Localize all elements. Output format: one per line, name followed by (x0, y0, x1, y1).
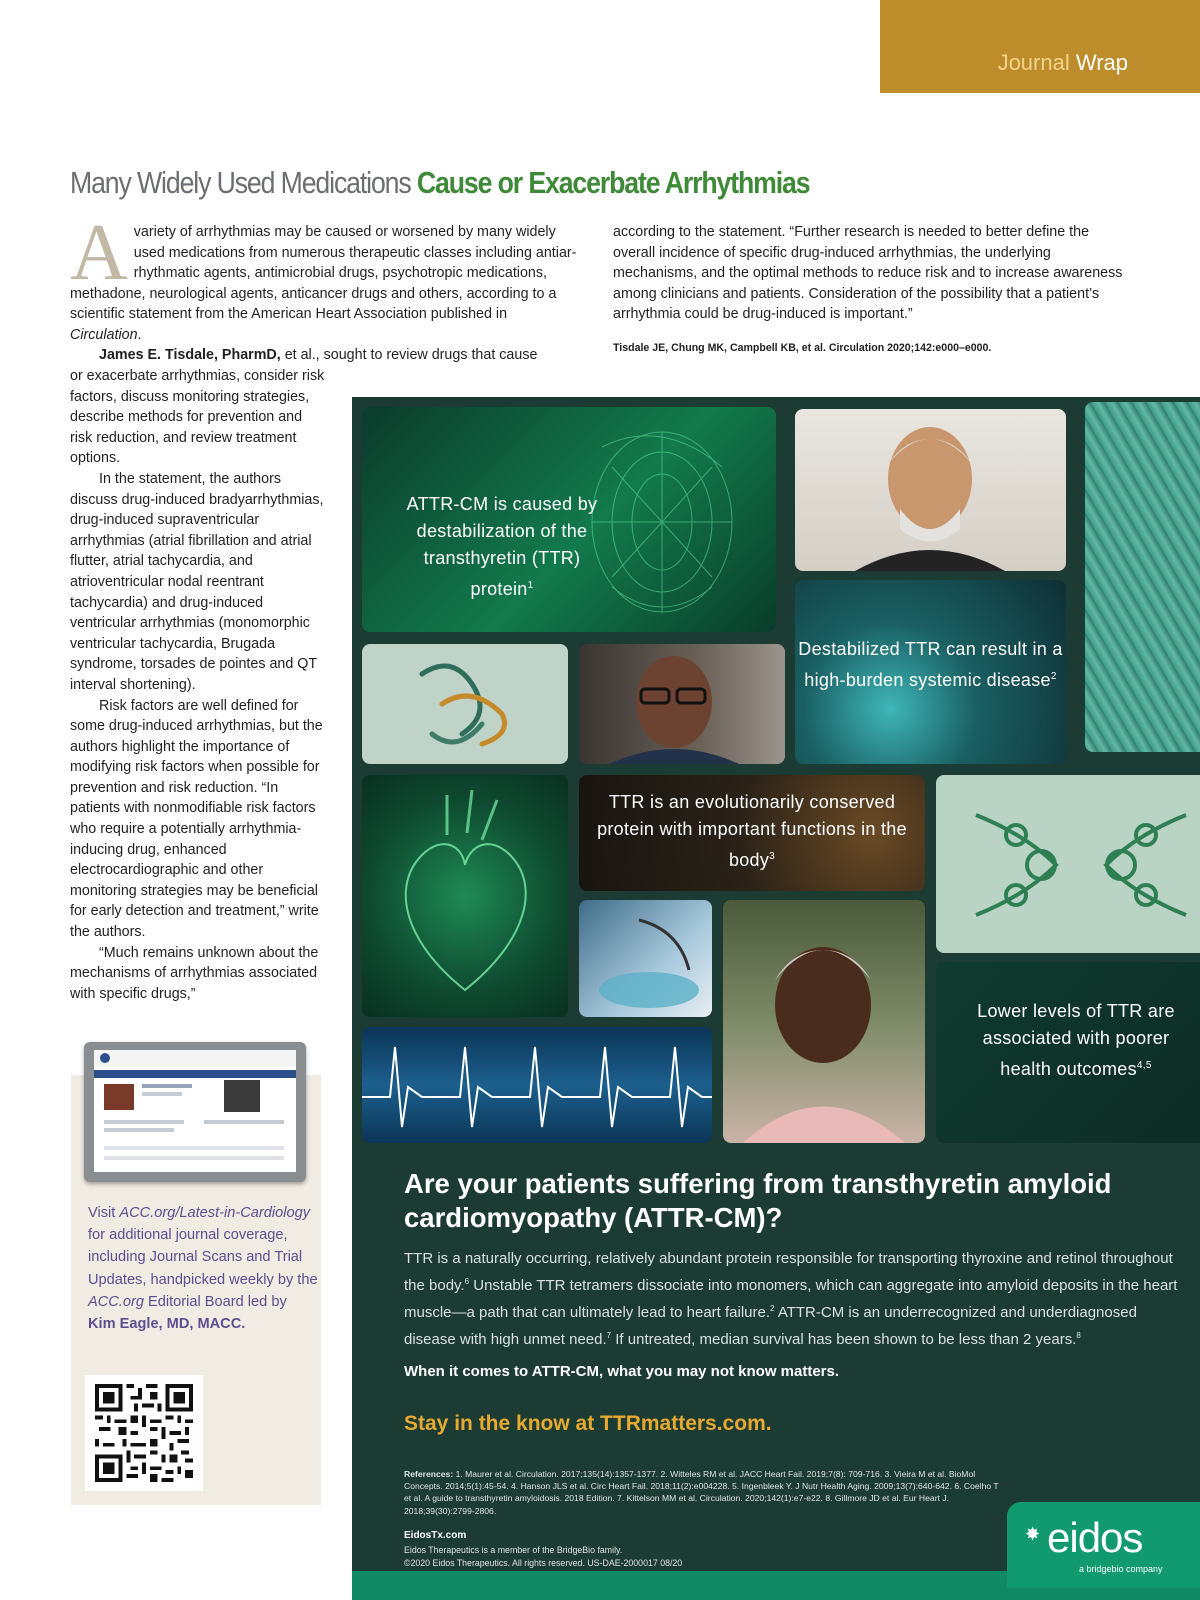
qr-code-icon (94, 1384, 194, 1482)
article-paragraph-2-first-line: James E. Tisdale, PharmD, et al., sought to review drugs that cause (99, 347, 538, 363)
ecg-waveform-icon (362, 1027, 712, 1143)
ecg-trace-image (362, 1027, 712, 1143)
sidebar-text: Visit ACC.org/Latest-in-Cardiology for additional journal coverage, including Journal Scans and Trial Updates, handpicked weekly by the ACC.org Editorial Board led by Kim Eagle, MD, MACC. (88, 1205, 318, 1333)
section-header-tab (880, 0, 1200, 93)
patient-photo-woman (723, 900, 925, 1143)
tile-4-text: Lower levels of TTR are associated with poorer health outcomes$^{4,5}$ (977, 1001, 1175, 1079)
tile-3-text: TTR is an evolutionarily conserved protein with important functions in the body$^3$ (597, 792, 907, 870)
heart-wireframe-tile (362, 407, 776, 632)
ad-question-headline: Are your patients suffering from transthyretin amyloid cardiomyopathy (ATTR-CM)? (404, 1168, 1112, 1233)
ad-cta-link[interactable]: Stay in the know at TTRmatters.com. (404, 1412, 772, 1435)
acc-link[interactable]: ACC.org/Latest-in-Cardiology (119, 1205, 310, 1221)
ad-body-text: TTR is a naturally occurring, relatively abundant protein responsible for transporting thyroxine and retinol throughout the body.$^6$ Unstable TTR tetramers dissociate into monomers, which can aggregate into amyloid deposits in the heart muscle—a path that can ultimately lead to heart failure.$^2$ ATTR-CM is an underrecognized and underdiagnosed disease with high unmet need.$^7$ If untreated, median survival has been shown to be less than 2 years.$^8$ (404, 1250, 1178, 1348)
article-intro-paragraph: Avariety of arrhythmias may be caused or worsened by many widely used medications from numerous therapeutic classes including antiarrhythmatic agents, antimicrobial drugs, psychotropic medications, methadone, neurological agents, anticancer drugs and others, according to a scientific statement from the American Heart Association published in Circulation. (70, 209, 577, 343)
laptop-screenshot-image (84, 1042, 306, 1182)
heart-icon (362, 775, 568, 1017)
ad-website[interactable]: EidosTx.com (404, 1530, 467, 1541)
site-nav-bar (94, 1070, 296, 1078)
ad-references: References: 1. Maurer et al. Circulation. 2017;135(14):1357-1377. 2. Witteles RM et al. JACC Heart Fail. 2019;7(8): 709-716. 3. Vieira M et al. BioMol Concepts. 2014;5(1):45-54. 4. Hanson JLS et al. Circ Heart Fail. 2018;11(2):e004228. 5. Ingenbleek Y. J Nutr Health Aging. 2009;13(7):640-642. 6. Coelho T et al. A guide to transthyretin amyloidosis. 2018 Edition. 7. Kittelson MM et al. Circulation. 2020;142(1):e7-e22. 8. Gillmore JD et al. Eur Heart J. 2018;39(30):2799-2806. (404, 1469, 999, 1516)
ad-tagline: When it comes to ATTR-CM, what you may not know matters. (404, 1363, 840, 1380)
tile-2-text: Destabilized TTR can result in a high-burden systemic disease$^2$ (798, 639, 1063, 690)
green-heart-image (362, 775, 568, 1017)
drop-cap: A (70, 209, 128, 297)
patient-photo-man-white-hair (795, 409, 1066, 571)
dark-text-tile (936, 962, 1200, 1143)
tile-1-text: ATTR-CM is caused by destabilization of the transthyretin (TTR) protein$^1$ (406, 494, 598, 599)
article-paragraph-3: In the statement, the authors discuss drug-induced bradyarrhythmias, drug-induced supraventricular arrhythmias (atrial fibrillation and atrial flutter, atrial tachycardia, and atrioventricular nodal reentrant tachycardia) and drug-induced ventricular arrhythmias (monomorphic ventricular tachycardia, Brugada syndrome, torsades de pointes and QT interval shortening). (70, 470, 324, 693)
article-paragraph-2: or exacerbate arrhythmias, consider risk factors, discuss monitoring strategies, describe methods for prevention and risk reduction, and review treatment options. (70, 368, 325, 467)
article-headline: Many Widely Used Medications Cause or Exacerbate Arrhythmias (70, 165, 810, 200)
droplet-tile (795, 580, 1066, 764)
eidos-mark-icon: ✸ (1025, 1524, 1041, 1544)
thumbnail-image (224, 1080, 260, 1112)
article-right-column: according to the statement. “Further research is needed to better define the overall incidence of specific drug-induced arrhythmias, the underlying mechanisms, and the optimal methods to reduce risk and to increase awareness among clinicians and patients. Consideration of the possibility that a patient’s arrhythmia could be drug-induced is important.” (613, 224, 1123, 323)
article-paragraph-4: Risk factors are well defined for some drug-induced arrhythmias, but the authors highlight the importance of modifying risk factors when possible for prevention and risk reduction. “In patients with nonmodifiable risk factors who require a potentially arrhythmia-inducing drug, enhanced electrocardiographic and other monitoring strategies may be beneficial for early detection and treatment,” write the authors. (70, 697, 323, 941)
article-paragraph-5: “Much remains unknown about the mechanisms of arrhythmias associated with specific drugs,” (70, 944, 319, 1002)
site-header (94, 1050, 296, 1066)
medical-exam-photo (579, 900, 712, 1017)
tissue-texture-image (1085, 402, 1200, 752)
website-screenshot (94, 1050, 296, 1172)
thumbnail-image (104, 1084, 134, 1110)
article-narrow-column (70, 366, 328, 1004)
eidos-advertisement (352, 397, 1200, 1600)
article-citation: Tisdale JE, Chung MK, Campbell KB, et al. Circulation 2020;142:e000–e000. (613, 342, 992, 354)
acc-logo-icon (100, 1053, 110, 1063)
patient-photo-man-glasses (579, 644, 785, 764)
bokeh-tile (579, 775, 925, 891)
qr-code[interactable] (85, 1375, 203, 1491)
ad-footnote-2: ©2020 Eidos Therapeutics. All rights reserved. US-DAE-2000017 08/20 (404, 1558, 683, 1568)
protein-tetramer-image (936, 775, 1200, 953)
section-title: Journal Wrap (997, 50, 1128, 75)
eidos-logo: ✸ eidos a bridgebio company (1007, 1502, 1200, 1587)
ad-footnote-1: Eidos Therapeutics is a member of the BridgeBio family. (404, 1545, 623, 1555)
protein-structure-image (362, 644, 568, 764)
